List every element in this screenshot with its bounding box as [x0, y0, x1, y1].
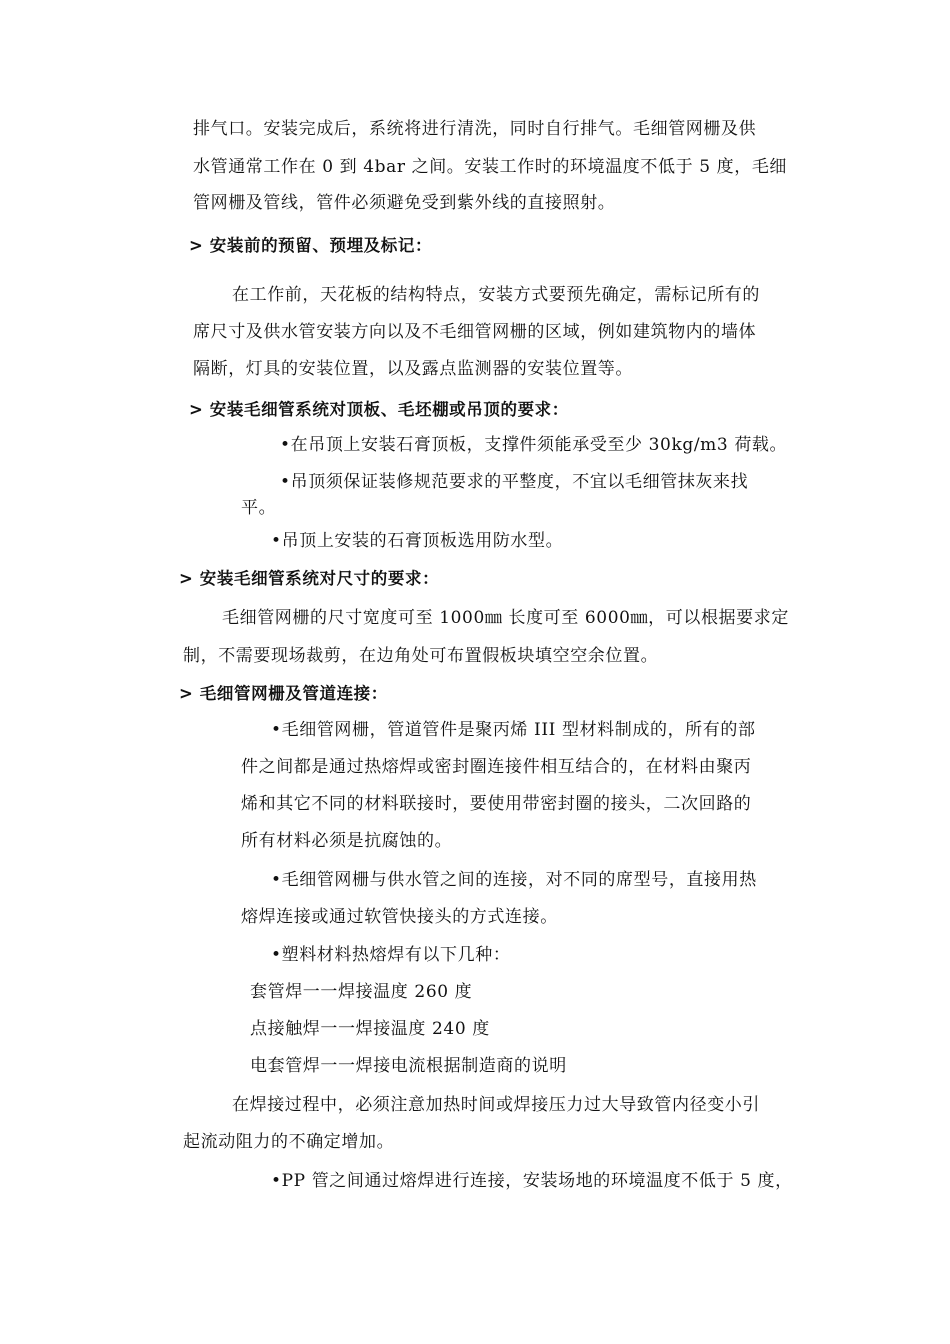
paragraph-line: 水管通常工作在 0 到 4bar 之间。安装工作时的环境温度不低于 5 度，毛细 [193, 157, 788, 177]
paragraph-line: 起流动阻力的不确定增加。 [183, 1132, 395, 1152]
welding-type-item: 套管焊一一焊接温度 260 度 [250, 982, 473, 1002]
paragraph-line: 制，不需要现场裁剪，在边角处可布置假板块填空空余位置。 [183, 646, 659, 666]
bullet-item-continuation: 件之间都是通过热熔焊或密封圈连接件相互结合的，在材料由聚丙 [241, 757, 752, 777]
bullet-item: •毛细管网栅，管道管件是聚丙烯 III 型材料制成的，所有的部 [271, 720, 756, 740]
bullet-item: •在吊顶上安装石膏顶板，支撑件须能承受至少 30kg/m3 荷载。 [280, 435, 788, 455]
paragraph-line: 在工作前，天花板的结构特点，安装方式要预先确定，需标记所有的 [232, 285, 760, 305]
paragraph-line: 在焊接过程中，必须注意加热时间或焊接压力过大导致管内径变小引 [232, 1095, 760, 1115]
bullet-item: •PP 管之间通过熔焊进行连接，安装场地的环境温度不低于 5 度， [271, 1171, 793, 1191]
bullet-item-continuation: 烯和其它不同的材料联接时，要使用带密封圈的接头，二次回路的 [241, 794, 752, 814]
bullet-item: •吊顶上安装的石膏顶板选用防水型。 [271, 531, 564, 551]
bullet-item: •塑料材料热熔焊有以下几种： [271, 945, 511, 965]
bullet-item-continuation: 平。 [241, 498, 277, 518]
welding-type-item: 电套管焊一一焊接电流根据制造商的说明 [250, 1056, 567, 1076]
bullet-item: •吊顶须保证装修规范要求的平整度，不宜以毛细管抹灰来找 [280, 472, 749, 492]
paragraph-line: 隔断，灯具的安装位置，以及露点监测器的安装位置等。 [193, 359, 633, 379]
paragraph-line: 席尺寸及供水管安装方向以及不毛细管网栅的区域，例如建筑物内的墙体 [193, 322, 757, 342]
welding-type-item: 点接触焊一一焊接温度 240 度 [250, 1019, 490, 1039]
paragraph-line: 排气口。安装完成后，系统将进行清洗，同时自行排气。毛细管网栅及供 [193, 119, 757, 139]
paragraph-line: 管网栅及管线，管件必须避免受到紫外线的直接照射。 [193, 193, 616, 213]
section-heading: > 安装前的预留、预埋及标记： [189, 236, 433, 255]
bullet-item-continuation: 熔焊连接或通过软管快接头的方式连接。 [241, 907, 558, 927]
bullet-item-continuation: 所有材料必须是抗腐蚀的。 [241, 831, 453, 851]
section-heading: > 毛细管网栅及管道连接： [179, 684, 388, 703]
section-heading: > 安装毛细管系统对顶板、毛坯棚或吊顶的要求： [189, 400, 569, 419]
section-heading: > 安装毛细管系统对尺寸的要求： [179, 569, 440, 588]
bullet-item: •毛细管网栅与供水管之间的连接，对不同的席型号，直接用热 [271, 870, 757, 890]
paragraph-line: 毛细管网栅的尺寸宽度可至 1000㎜ 长度可至 6000㎜，可以根据要求定 [222, 608, 789, 628]
